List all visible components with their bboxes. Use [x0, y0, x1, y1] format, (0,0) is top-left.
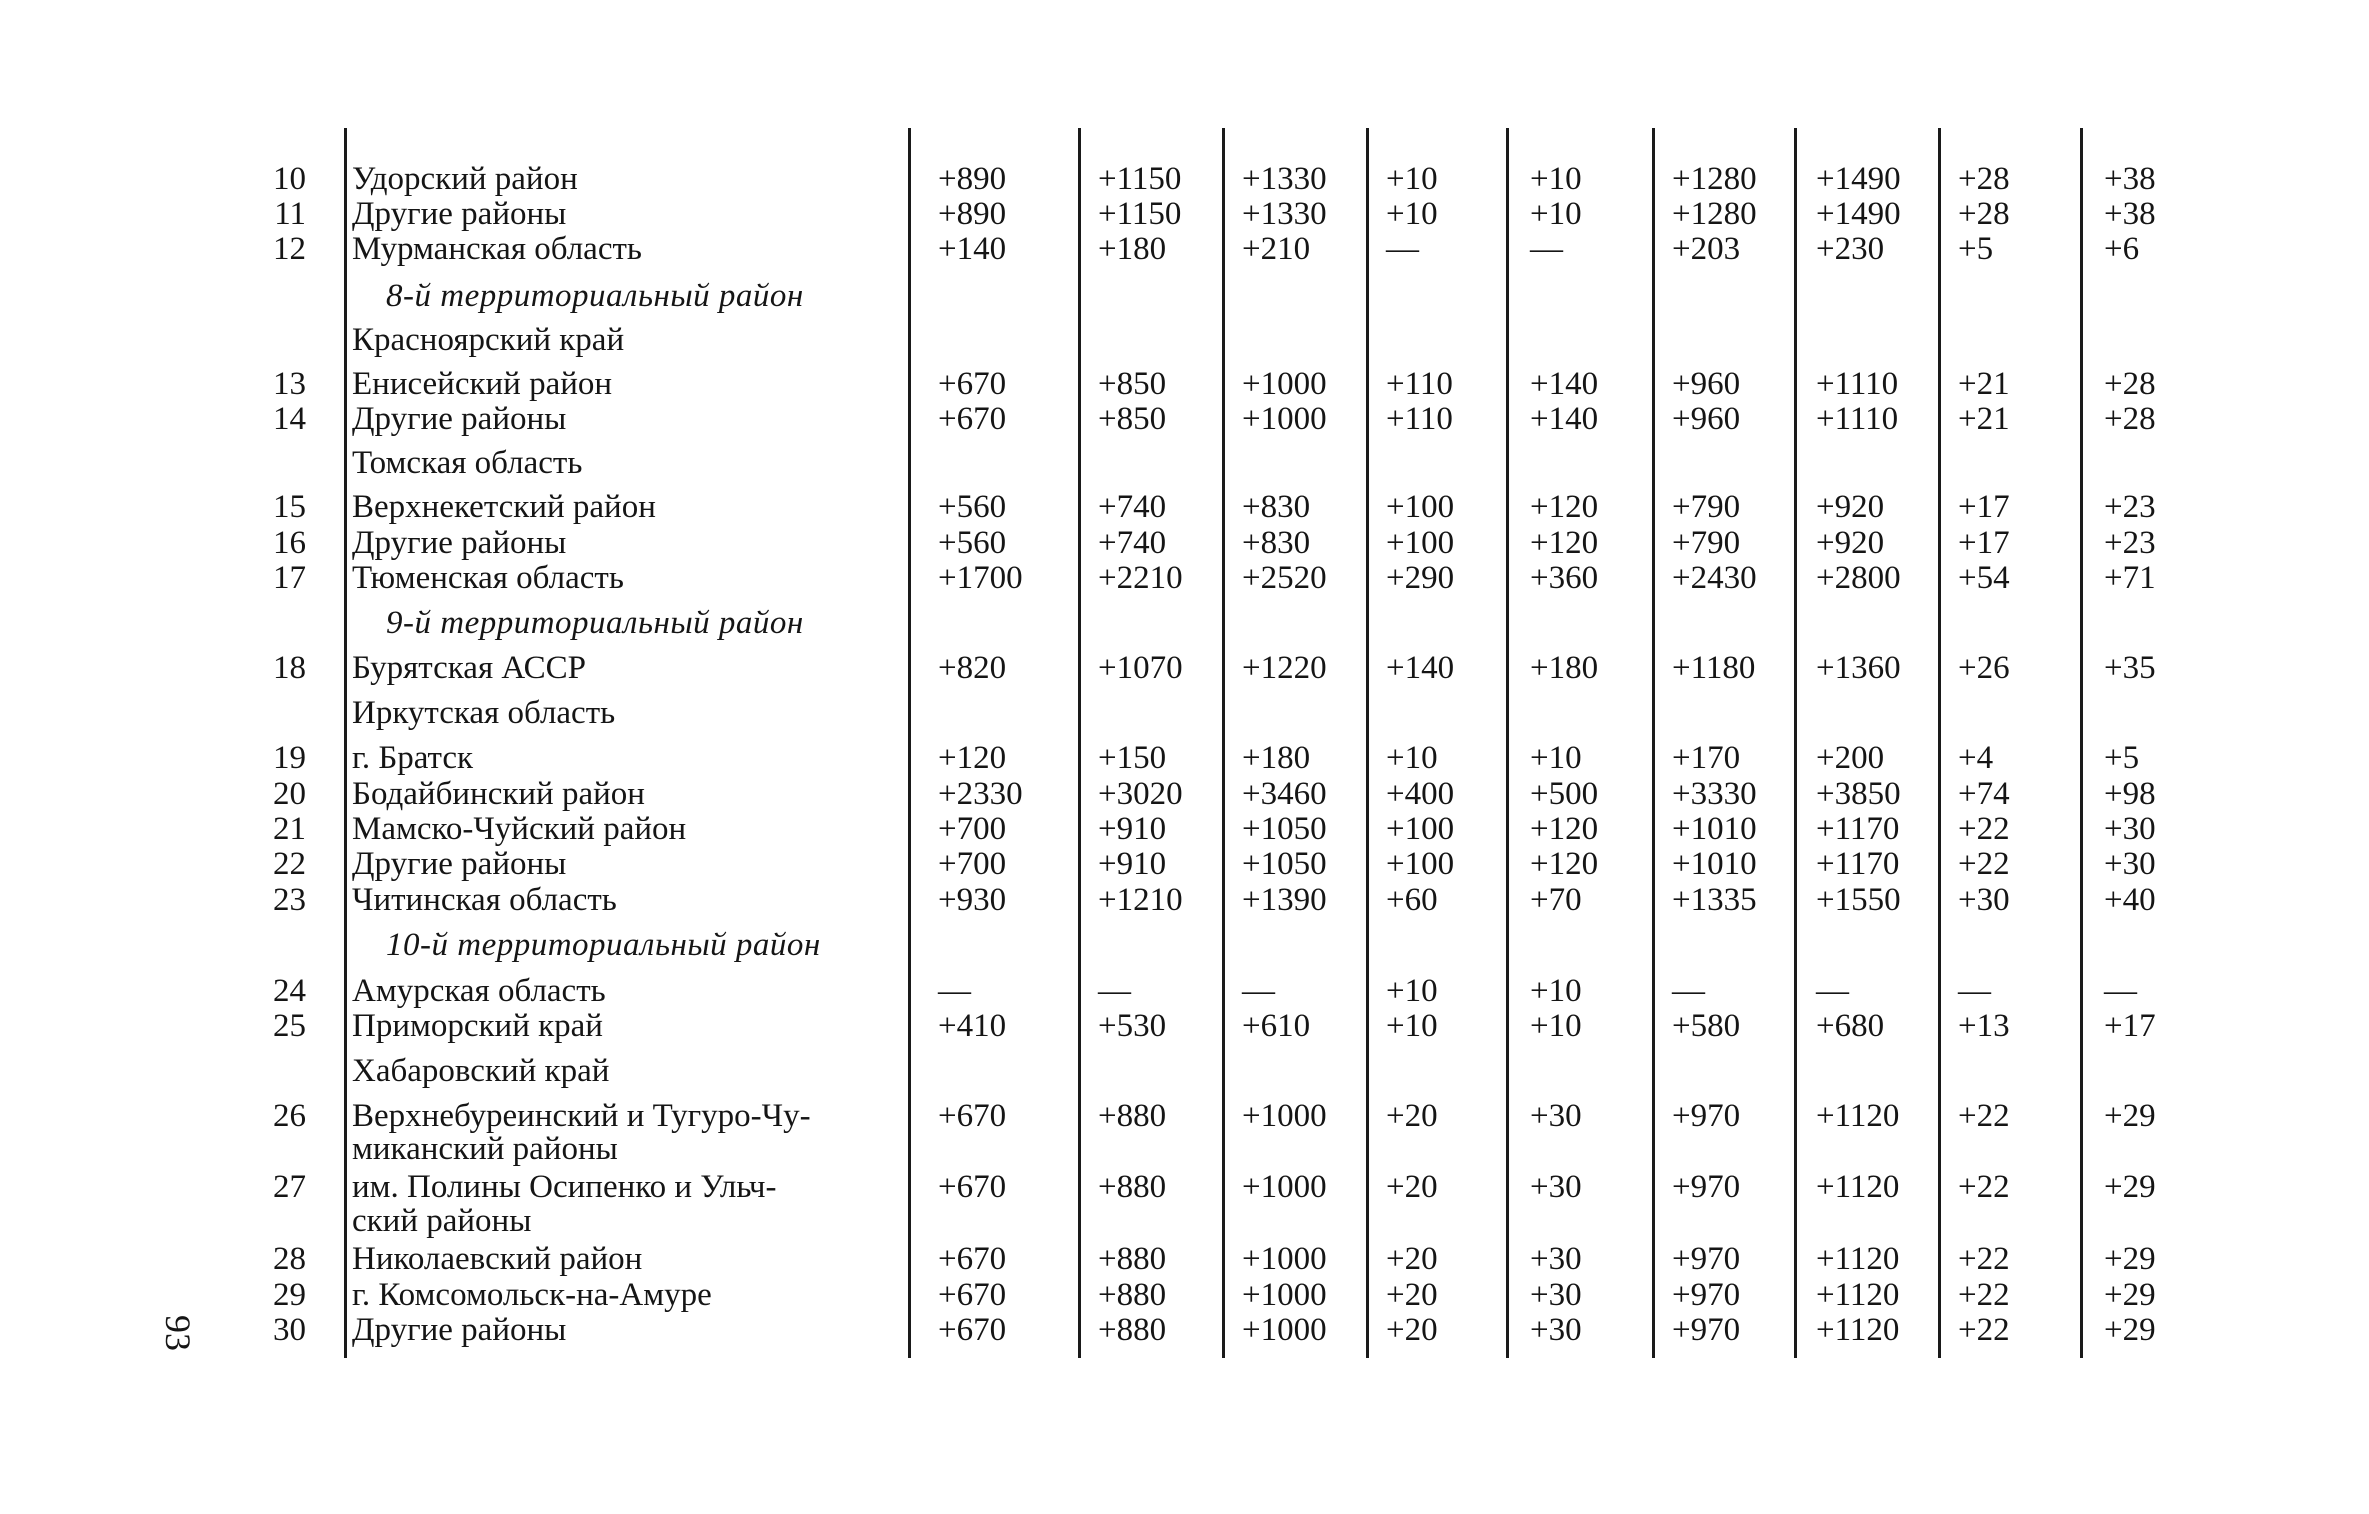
- table-cell: +23: [2104, 525, 2156, 561]
- table-cell: +1280: [1672, 196, 1757, 232]
- table-cell: +17: [1958, 489, 2010, 525]
- table-cell: +30: [1958, 882, 2010, 918]
- table-cell: +1110: [1816, 401, 1899, 437]
- table-cell: —: [2104, 973, 2137, 1009]
- table-cell: +60: [1386, 882, 1438, 918]
- region-name: Енисейский район: [352, 366, 613, 402]
- region-name: Амурская область: [352, 973, 606, 1009]
- table-cell: +180: [1242, 740, 1311, 776]
- table-cell: +230: [1816, 231, 1885, 267]
- region-name: Бурятская АССР: [352, 650, 586, 686]
- table-cell: +1335: [1672, 882, 1757, 918]
- table-cell: +140: [1530, 366, 1599, 402]
- table-cell: +1120: [1816, 1277, 1900, 1313]
- table-cell: +880: [1098, 1241, 1167, 1277]
- table-row: [0, 847, 2369, 881]
- table-cell: +1210: [1098, 882, 1183, 918]
- region-name: Красноярский край: [352, 322, 625, 358]
- table-row: [0, 974, 2369, 1008]
- table-row: [0, 1009, 2369, 1043]
- table-cell: +10: [1386, 161, 1438, 197]
- table-cell: +22: [1958, 1169, 2010, 1205]
- table-cell: +30: [1530, 1169, 1582, 1205]
- table-cell: +580: [1672, 1008, 1741, 1044]
- row-number: 27: [273, 1169, 306, 1205]
- section-header: [0, 928, 2369, 962]
- table-cell: +880: [1098, 1098, 1167, 1134]
- table-cell: —: [1242, 973, 1275, 1009]
- table-cell: +3330: [1672, 776, 1757, 812]
- row-number: 28: [273, 1241, 306, 1277]
- table-cell: +290: [1386, 560, 1455, 596]
- table-cell: +170: [1672, 740, 1741, 776]
- table-cell: +1170: [1816, 846, 1900, 882]
- section-header: [0, 279, 2369, 313]
- table-cell: +790: [1672, 489, 1741, 525]
- table-cell: +180: [1530, 650, 1599, 686]
- table-cell: +10: [1386, 196, 1438, 232]
- table-cell: +410: [938, 1008, 1007, 1044]
- table-cell: +1000: [1242, 1241, 1327, 1277]
- table-cell: +700: [938, 811, 1007, 847]
- table-cell: +71: [2104, 560, 2156, 596]
- table-cell: +21: [1958, 401, 2010, 437]
- table-cell: +1110: [1816, 366, 1899, 402]
- table-cell: +10: [1530, 1008, 1582, 1044]
- table-cell: +610: [1242, 1008, 1311, 1044]
- table-cell: +910: [1098, 811, 1167, 847]
- table-cell: +1000: [1242, 366, 1327, 402]
- region-name: Удорский район: [352, 161, 578, 197]
- table-cell: +830: [1242, 525, 1311, 561]
- region-name: Другие районы: [352, 1312, 567, 1348]
- table-cell: +1330: [1242, 161, 1327, 197]
- table-cell: +1120: [1816, 1098, 1900, 1134]
- table-cell: +850: [1098, 401, 1167, 437]
- section-title: 8-й территориальный район: [386, 278, 804, 314]
- table-cell: —: [938, 973, 971, 1009]
- table-row: [0, 1204, 2369, 1238]
- table-cell: +880: [1098, 1169, 1167, 1205]
- table-cell: +1490: [1816, 196, 1901, 232]
- row-number: 14: [273, 401, 306, 437]
- table-cell: +30: [2104, 846, 2156, 882]
- page-number: 93: [158, 1315, 198, 1351]
- table-cell: +110: [1386, 401, 1453, 437]
- row-number: 13: [273, 366, 306, 402]
- table-cell: +140: [938, 231, 1007, 267]
- table-cell: +910: [1098, 846, 1167, 882]
- row-number: 10: [273, 161, 306, 197]
- row-number: 15: [273, 489, 306, 525]
- table-cell: +500: [1530, 776, 1599, 812]
- table-cell: +150: [1098, 740, 1167, 776]
- table-cell: —: [1386, 231, 1419, 267]
- region-name: Томская область: [352, 445, 583, 481]
- table-row: [0, 162, 2369, 196]
- table-cell: +100: [1386, 811, 1455, 847]
- table-cell: +1390: [1242, 882, 1327, 918]
- table-cell: +23: [2104, 489, 2156, 525]
- table-cell: +1490: [1816, 161, 1901, 197]
- table-cell: +400: [1386, 776, 1455, 812]
- table-cell: +29: [2104, 1098, 2156, 1134]
- table-cell: +1000: [1242, 401, 1327, 437]
- region-name: г. Комсомольск-на-Амуре: [352, 1277, 712, 1313]
- table-cell: +98: [2104, 776, 2156, 812]
- table-cell: +1000: [1242, 1098, 1327, 1134]
- table-cell: +970: [1672, 1241, 1741, 1277]
- table-cell: +1000: [1242, 1312, 1327, 1348]
- table-cell: +880: [1098, 1312, 1167, 1348]
- section-title: 9-й территориальный район: [386, 605, 804, 641]
- table-cell: +1550: [1816, 882, 1901, 918]
- table-row: [0, 651, 2369, 685]
- region-name: Хабаровский край: [352, 1053, 610, 1089]
- table-cell: +20: [1386, 1277, 1438, 1313]
- table-cell: +1220: [1242, 650, 1327, 686]
- table-row: [0, 526, 2369, 560]
- table-row: [0, 561, 2369, 595]
- table-cell: +28: [2104, 401, 2156, 437]
- table-cell: +3020: [1098, 776, 1183, 812]
- table-cell: +850: [1098, 366, 1167, 402]
- table-cell: —: [1672, 973, 1705, 1009]
- table-cell: +10: [1530, 973, 1582, 1009]
- table-cell: +22: [1958, 1277, 2010, 1313]
- row-number: 19: [273, 740, 306, 776]
- row-number: 20: [273, 776, 306, 812]
- table-cell: +830: [1242, 489, 1311, 525]
- table-cell: +2330: [938, 776, 1023, 812]
- table-cell: +790: [1672, 525, 1741, 561]
- table-cell: +120: [1530, 489, 1599, 525]
- table-cell: +680: [1816, 1008, 1885, 1044]
- table-cell: +700: [938, 846, 1007, 882]
- row-number: 11: [274, 196, 306, 232]
- table-cell: +203: [1672, 231, 1741, 267]
- table-row: [0, 1313, 2369, 1347]
- table-cell: —: [1530, 231, 1563, 267]
- region-name: Верхнекетский район: [352, 489, 656, 525]
- table-cell: +1010: [1672, 846, 1757, 882]
- table-cell: +1170: [1816, 811, 1900, 847]
- table-cell: +3460: [1242, 776, 1327, 812]
- table-cell: +890: [938, 161, 1007, 197]
- table-cell: +930: [938, 882, 1007, 918]
- section-title: 10-й территориальный район: [386, 927, 821, 963]
- table-row: [0, 812, 2369, 846]
- region-name: Верхнебуреинский и Тугуро-Чу-: [352, 1098, 811, 1134]
- table-cell: +28: [1958, 161, 2010, 197]
- table-cell: +29: [2104, 1277, 2156, 1313]
- table-cell: +740: [1098, 489, 1167, 525]
- table-cell: +3850: [1816, 776, 1901, 812]
- row-number: 21: [273, 811, 306, 847]
- table-cell: +26: [1958, 650, 2010, 686]
- table-cell: +38: [2104, 196, 2156, 232]
- table-cell: +670: [938, 1241, 1007, 1277]
- table-cell: +560: [938, 489, 1007, 525]
- table-cell: +22: [1958, 846, 2010, 882]
- table-cell: +360: [1530, 560, 1599, 596]
- table-row: [0, 1242, 2369, 1276]
- region-name: Другие районы: [352, 196, 567, 232]
- table-cell: +1070: [1098, 650, 1183, 686]
- table-cell: +890: [938, 196, 1007, 232]
- row-number: 25: [273, 1008, 306, 1044]
- table-cell: +35: [2104, 650, 2156, 686]
- table-cell: +20: [1386, 1169, 1438, 1205]
- region-name: Николаевский район: [352, 1241, 643, 1277]
- region-name: ский районы: [352, 1203, 532, 1239]
- table-cell: +54: [1958, 560, 2010, 596]
- table-cell: +670: [938, 1098, 1007, 1134]
- table-cell: +1360: [1816, 650, 1901, 686]
- table-cell: +140: [1386, 650, 1455, 686]
- table-row: [0, 197, 2369, 231]
- table-cell: +560: [938, 525, 1007, 561]
- table-cell: +30: [1530, 1277, 1582, 1313]
- region-name: им. Полины Осипенко и Ульч-: [352, 1169, 777, 1205]
- table-cell: +29: [2104, 1169, 2156, 1205]
- region-name: Другие районы: [352, 401, 567, 437]
- table-cell: +5: [1958, 231, 1994, 267]
- table-cell: +29: [2104, 1312, 2156, 1348]
- table-row: [0, 696, 2369, 730]
- row-number: 24: [273, 973, 306, 1009]
- table-cell: +200: [1816, 740, 1885, 776]
- table-cell: +10: [1386, 740, 1438, 776]
- table-cell: —: [1098, 973, 1131, 1009]
- table-cell: +740: [1098, 525, 1167, 561]
- table-cell: +1000: [1242, 1169, 1327, 1205]
- table-row: [0, 1132, 2369, 1166]
- table-cell: +2800: [1816, 560, 1901, 596]
- table-cell: +10: [1386, 973, 1438, 1009]
- table-cell: +1280: [1672, 161, 1757, 197]
- table-cell: +100: [1386, 846, 1455, 882]
- table-cell: +1120: [1816, 1241, 1900, 1277]
- region-name: Приморский край: [352, 1008, 603, 1044]
- table-cell: +20: [1386, 1241, 1438, 1277]
- table-cell: +120: [1530, 525, 1599, 561]
- table-cell: +28: [2104, 366, 2156, 402]
- table-row: [0, 741, 2369, 775]
- table-cell: +70: [1530, 882, 1582, 918]
- row-number: 30: [273, 1312, 306, 1348]
- row-number: 12: [273, 231, 306, 267]
- table-cell: +970: [1672, 1169, 1741, 1205]
- table-cell: +30: [2104, 811, 2156, 847]
- table-cell: +970: [1672, 1312, 1741, 1348]
- table-cell: +2520: [1242, 560, 1327, 596]
- table-cell: +670: [938, 1169, 1007, 1205]
- table-cell: +10: [1530, 161, 1582, 197]
- section-header: [0, 606, 2369, 640]
- row-number: 26: [273, 1098, 306, 1134]
- region-name: Мамско-Чуйский район: [352, 811, 687, 847]
- table-cell: +30: [1530, 1241, 1582, 1277]
- table-cell: +10: [1386, 1008, 1438, 1044]
- table-cell: +670: [938, 1312, 1007, 1348]
- table-cell: +20: [1386, 1312, 1438, 1348]
- table-cell: +1050: [1242, 811, 1327, 847]
- table-row: [0, 777, 2369, 811]
- row-number: 23: [273, 882, 306, 918]
- table-cell: +22: [1958, 811, 2010, 847]
- table-row: [0, 883, 2369, 917]
- table-cell: —: [1958, 973, 1991, 1009]
- row-number: 17: [273, 560, 306, 596]
- table-cell: +970: [1672, 1098, 1741, 1134]
- table-cell: +670: [938, 401, 1007, 437]
- region-name: Иркутская область: [352, 695, 616, 731]
- table-cell: +10: [1530, 196, 1582, 232]
- table-cell: +1700: [938, 560, 1023, 596]
- table-cell: +530: [1098, 1008, 1167, 1044]
- table-cell: +670: [938, 366, 1007, 402]
- table-cell: —: [1816, 973, 1849, 1009]
- table-cell: +960: [1672, 366, 1741, 402]
- table-cell: +1180: [1672, 650, 1756, 686]
- row-number: 22: [273, 846, 306, 882]
- table-cell: +100: [1386, 489, 1455, 525]
- table-cell: +960: [1672, 401, 1741, 437]
- table-cell: +1050: [1242, 846, 1327, 882]
- table-row: [0, 367, 2369, 401]
- table-cell: +1120: [1816, 1169, 1900, 1205]
- region-name: Бодайбинский район: [352, 776, 645, 812]
- table-cell: +120: [1530, 846, 1599, 882]
- table-cell: +120: [1530, 811, 1599, 847]
- table-cell: +74: [1958, 776, 2010, 812]
- table-cell: +1330: [1242, 196, 1327, 232]
- table-cell: +21: [1958, 366, 2010, 402]
- table-cell: +30: [1530, 1098, 1582, 1134]
- table-cell: +20: [1386, 1098, 1438, 1134]
- table-cell: +17: [1958, 525, 2010, 561]
- table-cell: +5: [2104, 740, 2140, 776]
- table-cell: +920: [1816, 525, 1885, 561]
- table-cell: +29: [2104, 1241, 2156, 1277]
- table-cell: +100: [1386, 525, 1455, 561]
- table-cell: +1000: [1242, 1277, 1327, 1313]
- table-cell: +2430: [1672, 560, 1757, 596]
- region-name: Читинская область: [352, 882, 617, 918]
- region-name: г. Братск: [352, 740, 474, 776]
- table-cell: +670: [938, 1277, 1007, 1313]
- table-cell: +4: [1958, 740, 1994, 776]
- region-name: Другие районы: [352, 525, 567, 561]
- row-number: 16: [273, 525, 306, 561]
- table-row: [0, 1278, 2369, 1312]
- table-cell: +880: [1098, 1277, 1167, 1313]
- table-row: [0, 1099, 2369, 1133]
- table-cell: +820: [938, 650, 1007, 686]
- table-cell: +6: [2104, 231, 2140, 267]
- table-row: [0, 232, 2369, 266]
- table-cell: +22: [1958, 1312, 2010, 1348]
- region-name: Тюменская область: [352, 560, 624, 596]
- table-cell: +110: [1386, 366, 1453, 402]
- table-cell: +40: [2104, 882, 2156, 918]
- table-cell: +210: [1242, 231, 1311, 267]
- table-cell: +10: [1530, 740, 1582, 776]
- table-cell: +180: [1098, 231, 1167, 267]
- table-cell: +2210: [1098, 560, 1183, 596]
- table-cell: +38: [2104, 161, 2156, 197]
- region-name: Мурманская область: [352, 231, 642, 267]
- table-cell: +970: [1672, 1277, 1741, 1313]
- table-row: [0, 323, 2369, 357]
- table-cell: +17: [2104, 1008, 2156, 1044]
- table-cell: +22: [1958, 1098, 2010, 1134]
- row-number: 18: [273, 650, 306, 686]
- table-cell: +1010: [1672, 811, 1757, 847]
- table-cell: +1120: [1816, 1312, 1900, 1348]
- table-cell: +140: [1530, 401, 1599, 437]
- table-cell: +22: [1958, 1241, 2010, 1277]
- table-cell: +1150: [1098, 161, 1182, 197]
- table-row: [0, 1054, 2369, 1088]
- region-name: миканский районы: [352, 1131, 618, 1167]
- table-row: [0, 446, 2369, 480]
- table-cell: +120: [938, 740, 1007, 776]
- region-name: Другие районы: [352, 846, 567, 882]
- row-number: 29: [273, 1277, 306, 1313]
- table-row: [0, 1170, 2369, 1204]
- table-cell: +30: [1530, 1312, 1582, 1348]
- table-cell: +28: [1958, 196, 2010, 232]
- table-row: [0, 402, 2369, 436]
- table-cell: +13: [1958, 1008, 2010, 1044]
- table-cell: +1150: [1098, 196, 1182, 232]
- table-cell: +920: [1816, 489, 1885, 525]
- table-row: [0, 490, 2369, 524]
